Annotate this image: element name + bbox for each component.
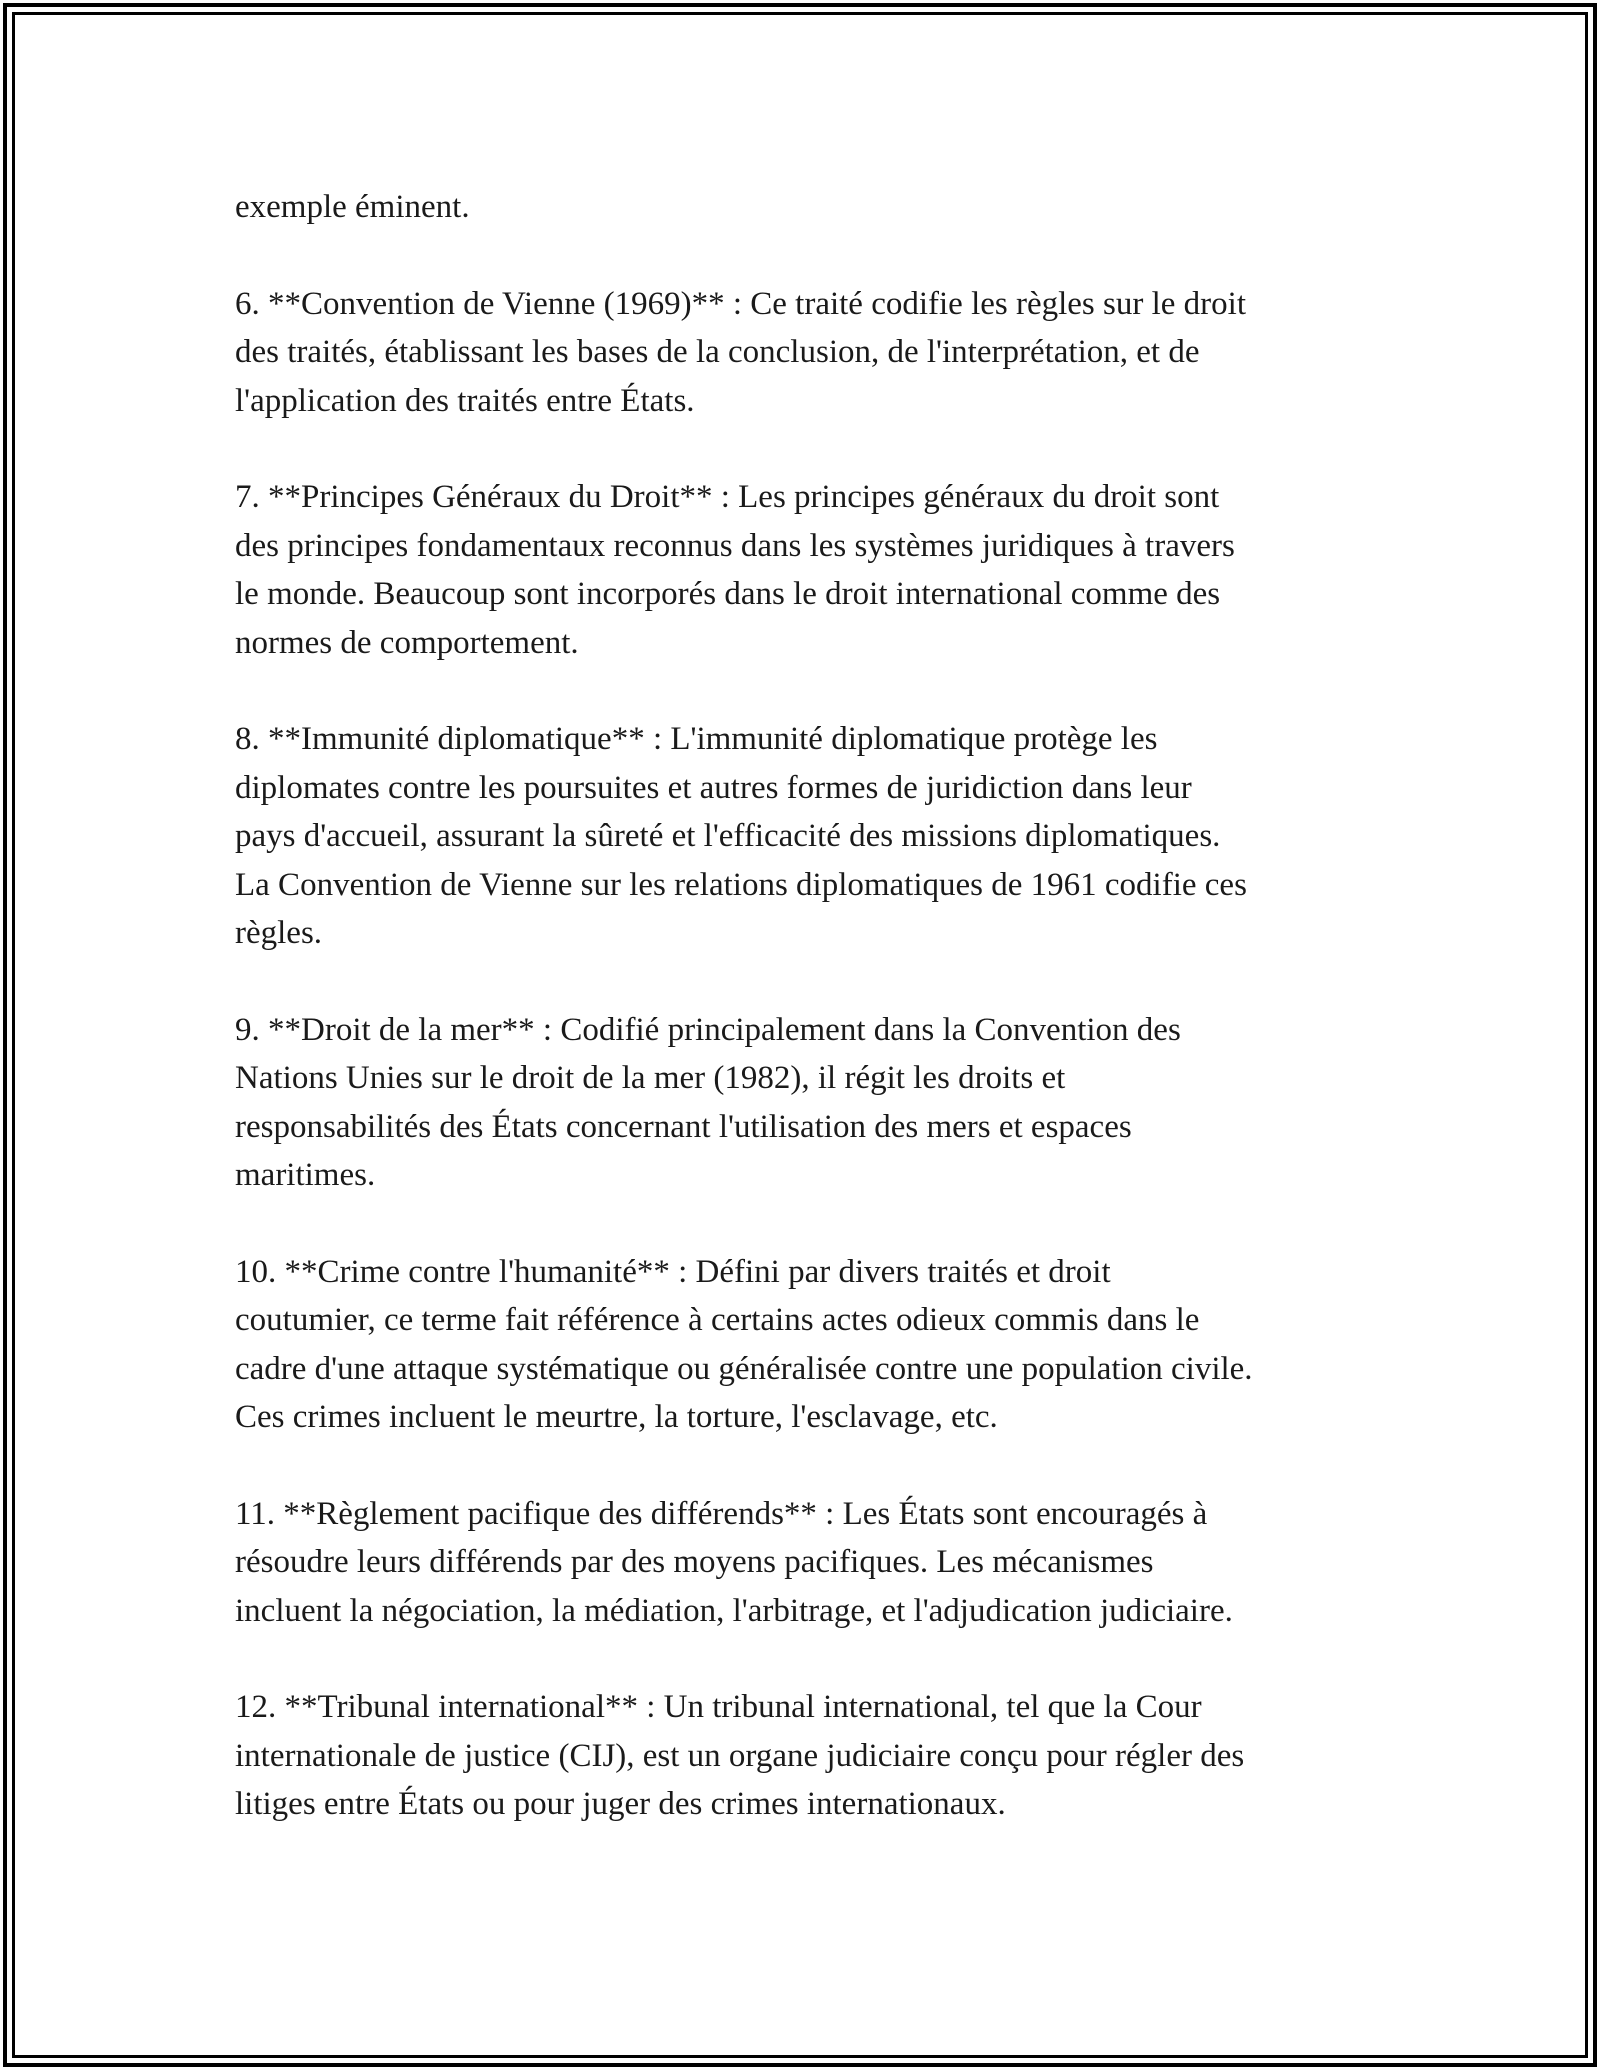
paragraph-continuation: exemple éminent. [235, 189, 470, 225]
paragraph-item-8: 8. **Immunité diplomatique** : L'immunité diplomatique protège les diplomates contre les poursuites et autres formes de juridiction dans leur pays d'accueil, assurant la sûreté et l'efficacité des missions diplomatiques. La Convention de Vienne sur les relations diplomatiques de 1961 codifie ces règles. [235, 721, 1247, 951]
paragraph-item-10: 10. **Crime contre l'humanité** : Défini par divers traités et droit coutumier, ce terme fait référence à certains actes odieux commis dans le cadre d'une attaque systématique ou généralisée contre une population civile. Ces crimes incluent le meurtre, la torture, l'esclavage, etc. [235, 1253, 1253, 1435]
paragraph-item-9: 9. **Droit de la mer** : Codifié principalement dans la Convention des Nations Unies sur le droit de la mer (1982), il régit les droits et responsabilités des États concernant l'utilisation des mers et espaces maritimes. [235, 1011, 1181, 1193]
paragraph-item-7: 7. **Principes Généraux du Droit** : Les principes généraux du droit sont des principes fondamentaux reconnus dans les systèmes juridiques à travers le monde. Beaucoup sont incorporés dans le droit international comme des normes de comportement. [235, 479, 1235, 661]
document-body [235, 183, 1375, 1829]
paragraph-item-6: 6. **Convention de Vienne (1969)** : Ce traité codifie les règles sur le droit des traités, établissant les bases de la conclusion, de l'interprétation, et de l'application des traités entre États. [235, 285, 1246, 419]
paragraph-item-11: 11. **Règlement pacifique des différends** : Les États sont encouragés à résoudre leurs différends par des moyens pacifiques. Les mécanismes incluent la négociation, la médiation, l'arbitrage, et l'adjudication judiciaire. [235, 1495, 1233, 1629]
paragraph-item-12: 12. **Tribunal international** : Un tribunal international, tel que la Cour internationale de justice (CIJ), est un organe judiciaire conçu pour régler des litiges entre États ou pour juger des crimes internationaux. [235, 1689, 1245, 1822]
